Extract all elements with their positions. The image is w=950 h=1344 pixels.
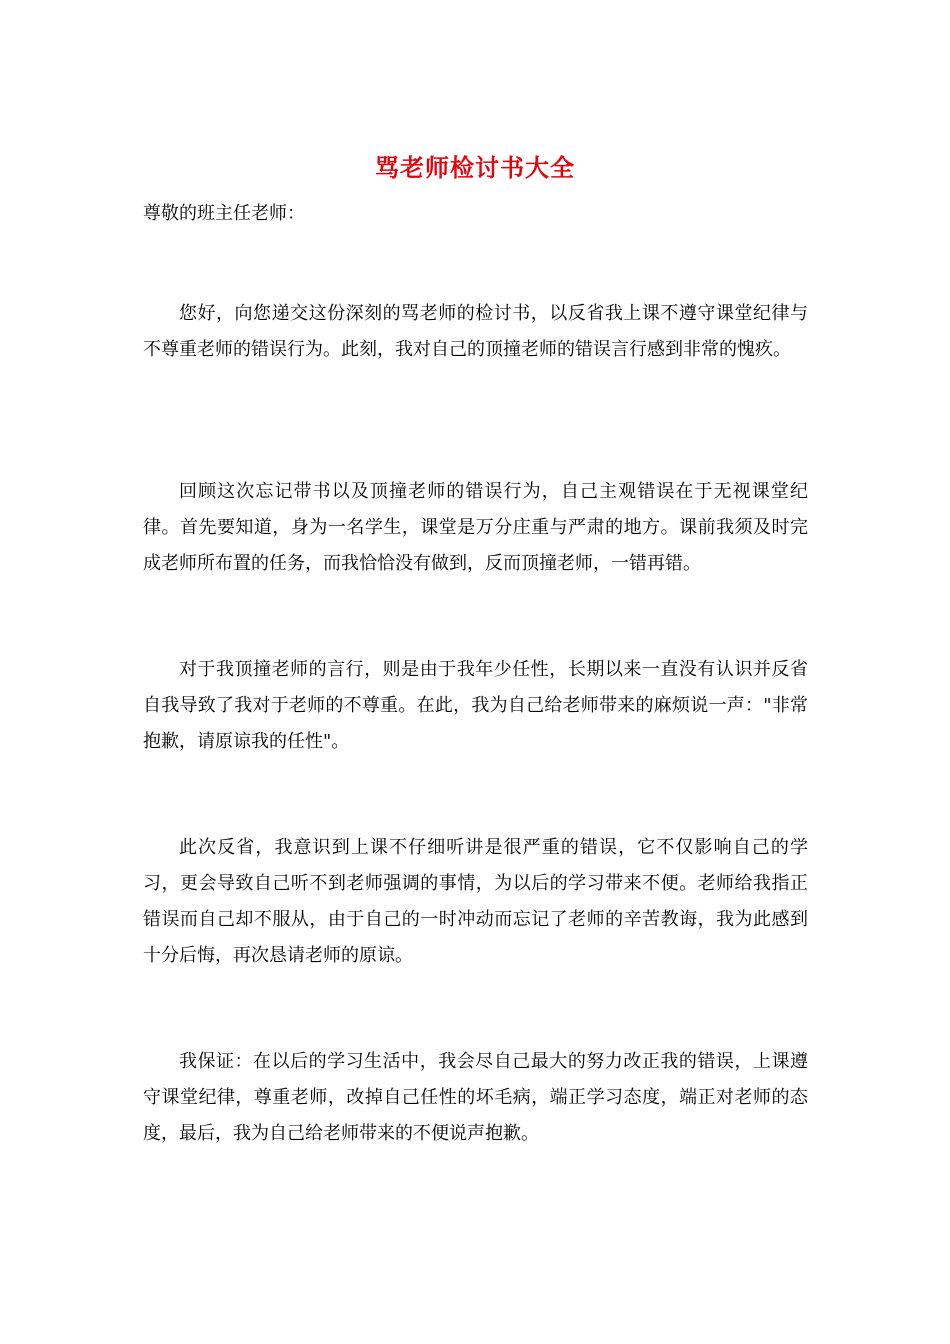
- paragraph-4: 此次反省，我意识到上课不仔细听讲是很严重的错误，它不仅影响自己的学习，更会导致自己听不到老师强调的事情，为以后的学习带来不便。老师给我指正错误而自己却不服从，由于自己的一时冲动而忘记了老师的辛苦教诲，我为此感到十分后悔，再次恳请老师的原谅。: [143, 837, 808, 966]
- paragraph-5: 我保证：在以后的学习生活中，我会尽自己最大的努力改正我的错误，上课遵守课堂纪律，尊重老师，改掉自己任性的坏毛病，端正学习态度，端正对老师的态度，最后，我为自己给老师带来的不便说声抱歉。: [143, 1051, 808, 1144]
- document-title: 骂老师检讨书大全: [375, 153, 575, 182]
- paragraph-2: 回顾这次忘记带书以及顶撞老师的错误行为，自己主观错误在于无视课堂纪律。首先要知道，身为一名学生，课堂是万分庄重与严肃的地方。课前我须及时完成老师所布置的任务，而我恰恰没有做到，反而顶撞老师，一错再错。: [143, 481, 808, 574]
- paragraph-1: 您好，向您递交这份深刻的骂老师的检讨书，以反省我上课不遵守课堂纪律与不尊重老师的错误行为。此刻，我对自己的顶撞老师的错误言行感到非常的愧疚。: [143, 303, 808, 360]
- paragraph-3: 对于我顶撞老师的言行，则是由于我年少任性，长期以来一直没有认识并反省自我导致了我对于老师的不尊重。在此，我为自己给老师带来的麻烦说一声："非常抱歉，请原谅我的任性"。: [143, 659, 808, 752]
- salutation: 尊敬的班主任老师：: [143, 203, 305, 224]
